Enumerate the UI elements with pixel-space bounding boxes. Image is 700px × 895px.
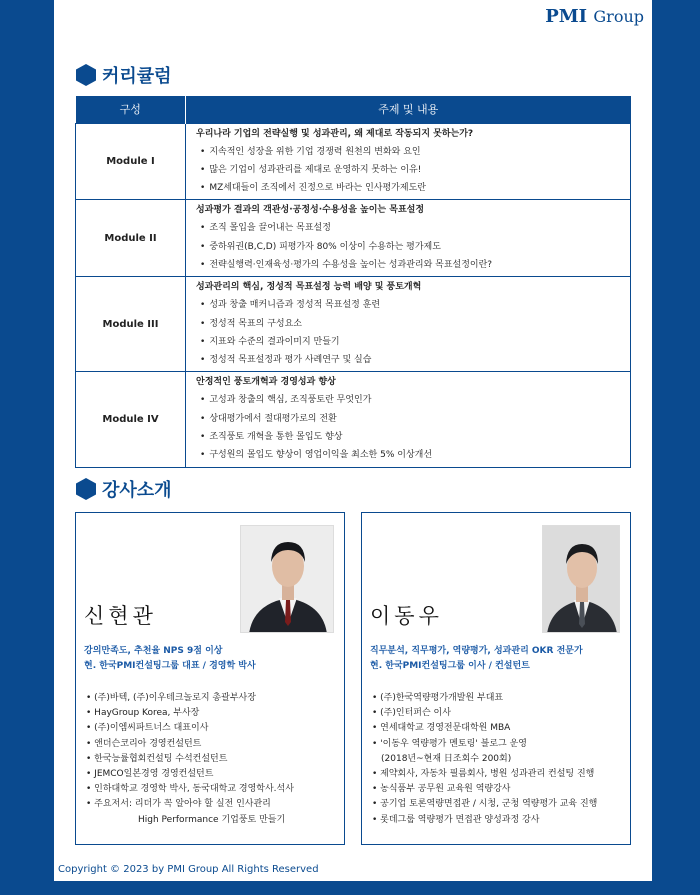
portrait-image	[241, 526, 334, 633]
module-title: 성과평가 결과의 객관성·공정성·수용성을 높이는 목표설정	[196, 205, 425, 216]
module-item: • 많은 기업이 성과관리를 제대로 운영하지 못하는 이유!	[196, 161, 624, 179]
table-header-row	[76, 96, 631, 123]
table-row	[76, 200, 631, 277]
module-item: • 지속적인 성장을 위한 기업 경쟁력 원천의 변화와 요인	[196, 143, 624, 161]
module-content	[186, 372, 631, 467]
module-item: • 성과 창출 매커니즘과 정성적 목표설정 훈련	[196, 296, 624, 314]
instructors-heading: 강사소개	[76, 476, 172, 502]
module-content	[186, 277, 631, 372]
document-page	[54, 0, 652, 881]
list-item: • 주요저서: 리더가 꼭 알아야 할 실전 인사관리	[86, 797, 294, 812]
list-item: • 한국능률협회컨설팅 수석컨설턴트	[86, 752, 294, 767]
list-item-continuation: High Performance 기업풍토 만들기	[138, 814, 286, 825]
curriculum-table	[75, 96, 631, 468]
instructor-name: 신현관	[84, 604, 157, 628]
module-item: • 정성적 목표의 구성요소	[196, 315, 624, 333]
hexagon-icon	[76, 478, 96, 500]
brand-logo: PMI Group	[545, 6, 644, 27]
module-item: • 중하위권(B,C,D) 피평가자 80% 이상이 수용하는 평가제도	[196, 238, 624, 256]
module-content	[186, 200, 631, 277]
module-item: • 조직 몰입을 끌어내는 목표설정	[196, 219, 624, 237]
module-name: Module IV	[76, 372, 186, 467]
list-item: • (주)인터퍼슨 이사	[372, 706, 597, 721]
module-name: Module III	[76, 277, 186, 372]
module-item: • 고성과 창출의 핵심, 조직풍토란 무엇인가	[196, 391, 624, 409]
list-item: • '이동우 역량평가 멘토링' 블로그 운영	[372, 737, 597, 752]
list-item: • 인하대학교 경영학 박사, 동국대학교 경영학사.석사	[86, 782, 294, 797]
list-item: • 공기업 토론역량면접관 / 시청, 군청 역량평가 교육 진행	[372, 797, 597, 812]
list-item-continuation: (2018년~현재 日조회수 200회)	[381, 753, 512, 764]
instructor-specialty: 직무분석, 직무평가, 역량평가, 성과관리 OKR 전문가 현. 한국PMI컨설팅그룹 이사 / 컨설턴트	[370, 646, 583, 671]
module-name: Module I	[76, 123, 186, 200]
module-item: • 조직풍토 개혁을 통한 몰입도 향상	[196, 428, 624, 446]
module-title: 성과관리의 핵심, 정성적 목표설정 능력 배양 및 풍토개혁	[196, 282, 422, 293]
instructor-card	[75, 512, 345, 845]
list-item: • 농식품부 공무원 교육원 역량강사	[372, 782, 597, 797]
module-item: • 전략실행력·인재육성·평가의 수용성을 높이는 성과관리와 목표설정이란?	[196, 256, 624, 274]
list-item: • 연세대학교 경영전문대학원 MBA	[372, 721, 597, 736]
list-item: • 앤더슨코리아 경영컨설턴트	[86, 737, 294, 752]
list-item: • 롯데그룹 역량평가 면접관 양성과정 강사	[372, 813, 597, 828]
module-title: 안정적인 풍토개혁과 경영성과 향상	[196, 377, 336, 388]
header-content: 주제 및 내용	[186, 96, 631, 123]
module-content	[186, 123, 631, 200]
instructor-photo	[240, 525, 334, 633]
copyright-footer: Copyright © 2023 by PMI Group All Rights Reserved	[58, 864, 319, 875]
list-item: • 제약회사, 자동차 필름회사, 병원 성과관리 컨설팅 진행	[372, 767, 597, 782]
list-item: • HayGroup Korea, 부사장	[86, 706, 294, 721]
module-item: • 정성적 목표설정과 평가 사례연구 및 실습	[196, 351, 624, 369]
list-item: • (주)이엠씨파트너스 대표이사	[86, 721, 294, 736]
module-item: • 구성원의 몰입도 향상이 영업이익을 최소한 5% 이상개선	[196, 446, 624, 464]
instructor-specialty: 강의만족도, 추천율 NPS 9점 이상 현. 한국PMI컨설팅그룹 대표 / 경영학 박사	[84, 646, 256, 671]
table-row	[76, 372, 631, 467]
instructor-name: 이동우	[370, 604, 443, 628]
module-item: • MZ세대들이 조직에서 진정으로 바라는 인사평가제도란	[196, 179, 624, 197]
list-item: • (주)바텍, (주)이우테크놀로지 총괄부사장	[86, 691, 294, 706]
instructor-card	[361, 512, 631, 845]
curriculum-heading: 커리큘럼	[76, 62, 172, 88]
portrait-image	[543, 526, 620, 633]
instructor-photo	[542, 525, 620, 633]
instructor-career-list	[86, 691, 294, 828]
list-item: • JEMCO일본경영 경영컨설턴트	[86, 767, 294, 782]
table-row	[76, 123, 631, 200]
hexagon-icon	[76, 64, 96, 86]
module-name: Module II	[76, 200, 186, 277]
module-title: 우리나라 기업의 전략실행 및 성과관리, 왜 제대로 작동되지 못하는가?	[196, 128, 474, 139]
module-item: • 상대평가에서 절대평가로의 전환	[196, 410, 624, 428]
instructor-career-list	[372, 691, 597, 828]
header-module: 구성	[76, 96, 186, 123]
module-item: • 지표와 수준의 결과이미지 만들기	[196, 333, 624, 351]
table-row	[76, 277, 631, 372]
list-item: • (주)한국역량평가개발원 부대표	[372, 691, 597, 706]
